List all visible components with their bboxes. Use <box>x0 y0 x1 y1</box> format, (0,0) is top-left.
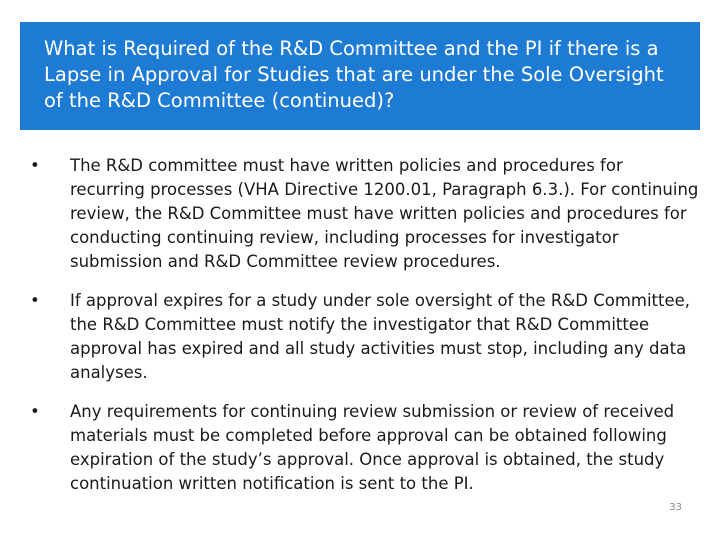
bullet-item <box>30 154 700 274</box>
page-number: 33 <box>669 502 682 513</box>
bullet-dot-icon: • <box>30 402 40 421</box>
bullet-dot-icon: • <box>30 156 40 175</box>
slide-title: What is Required of the R&D Committee and the PI if there is a Lapse in Approval for Studies that are under the Sole Oversight of the R&D Committee (continued)? <box>44 37 664 112</box>
bullet-text: If approval expires for a study under sole oversight of the R&D Committee, the R&D Committee must notify the investigator that R&D Committee approval has expired and all study activities must stop, including any data analyses. <box>70 291 691 382</box>
bullet-text: The R&D committee must have written policies and procedures for recurring processes (VHA Directive 1200.01, Paragraph 6.3.). For continuing review, the R&D Committee must have written policies and procedures for conducting continuing review, including processes for investigator submission and R&D Committee review procedures. <box>70 156 699 271</box>
bullet-item <box>30 400 700 496</box>
title-banner <box>20 22 700 130</box>
bullet-dot-icon: • <box>30 291 40 310</box>
bullet-text: Any requirements for continuing review submission or review of received materials must be completed before approval can be obtained following expiration of the study’s approval. Once approval is obtained, the study continuation written notification is sent to the PI. <box>70 402 675 493</box>
bullet-list <box>30 154 700 511</box>
bullet-item <box>30 289 700 385</box>
